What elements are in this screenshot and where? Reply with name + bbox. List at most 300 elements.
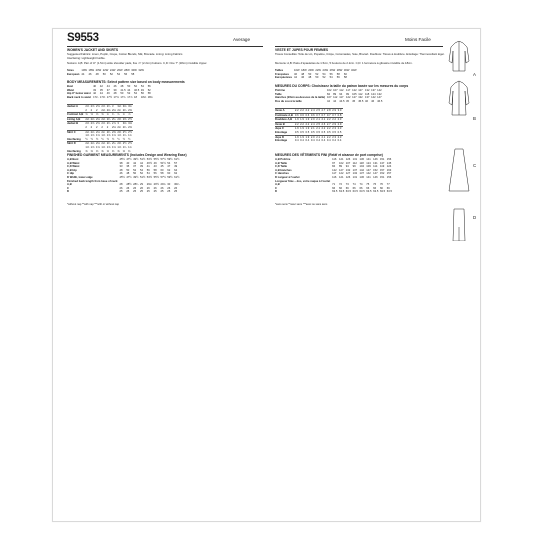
table-cell: 46 bbox=[113, 85, 117, 88]
table-cell: 2.5 bbox=[316, 122, 320, 126]
table-cell: 142 bbox=[371, 96, 376, 100]
table-cell: 2.3 bbox=[332, 135, 336, 139]
table-cell: 17¼ bbox=[93, 95, 99, 99]
table-cell: 3¼ bbox=[128, 105, 132, 108]
table-cell: 1⅝ bbox=[101, 134, 106, 138]
table-cell: 66 bbox=[373, 186, 377, 190]
table-cell: 124 bbox=[371, 92, 376, 96]
table-cell: 1.9 bbox=[300, 127, 304, 131]
view-label-d: D bbox=[473, 215, 477, 220]
table-cell: 0.5 bbox=[332, 130, 336, 134]
table-cell: 56 bbox=[153, 172, 157, 176]
table-cell: 0.5 bbox=[294, 130, 299, 134]
table-cell: 121 bbox=[338, 158, 344, 161]
table-cell: 0.6 bbox=[305, 113, 310, 117]
table-cell: 152 bbox=[373, 168, 378, 172]
table-cell: 1⅝ bbox=[106, 134, 111, 138]
row-label: Poitrine bbox=[275, 89, 286, 92]
size-table bbox=[67, 69, 146, 76]
table-cell: 2⅛ bbox=[101, 108, 106, 112]
body-measurements-title: BODY MEASUREMENTS: Select pattern size based on body measurements bbox=[67, 80, 185, 84]
table-cell: 137 bbox=[379, 161, 385, 165]
table-cell: 25 bbox=[133, 190, 137, 194]
table-cell: 58 bbox=[160, 172, 164, 176]
table-cell: 18W bbox=[301, 69, 307, 72]
garment-line-drawings bbox=[445, 41, 473, 241]
table-cell: 2 bbox=[85, 125, 87, 129]
table-cell: 25 bbox=[119, 190, 123, 194]
table-cell: 2¾ bbox=[106, 105, 111, 108]
table-cell: 3⅛ bbox=[128, 122, 132, 126]
table-cell: 57½ bbox=[160, 175, 166, 179]
table-cell: 48 bbox=[120, 85, 124, 88]
table-cell: 1⅝ bbox=[117, 134, 122, 138]
table-cell: 42 bbox=[133, 161, 137, 165]
table-cell: 136 bbox=[359, 158, 364, 161]
table-cell: 2⅝ bbox=[85, 105, 90, 108]
table-cell: 1⅝ bbox=[96, 134, 100, 138]
table-cell: 0.8 bbox=[337, 113, 342, 117]
table-cell: 33 bbox=[93, 88, 97, 92]
table-cell: 127 bbox=[358, 89, 363, 92]
table-cell: 0.4 bbox=[326, 139, 331, 143]
table-cell: 1⅝ bbox=[117, 145, 122, 149]
table-cell: 0.4 bbox=[294, 139, 299, 143]
table-cell: 46 bbox=[365, 99, 369, 103]
table-cell: ½ bbox=[117, 137, 120, 141]
body-measurements-table bbox=[67, 85, 155, 99]
table-cell: 39 bbox=[139, 165, 143, 169]
table-cell: 2.0 bbox=[310, 118, 315, 122]
table-cell: 29 bbox=[139, 183, 143, 187]
table-cell: 2⅛ bbox=[85, 117, 90, 121]
table-cell: 2¼ bbox=[117, 108, 122, 112]
table-cell: 122 bbox=[352, 89, 357, 92]
table-cell: 94 bbox=[339, 92, 343, 96]
table-row bbox=[275, 139, 343, 143]
table-cell: 2 bbox=[90, 108, 93, 112]
table-cell: 2.1 bbox=[316, 118, 320, 122]
table-cell: 2¼ bbox=[112, 117, 116, 121]
table-cell: 107 bbox=[345, 161, 351, 165]
table-cell: 2⅜ bbox=[117, 117, 122, 121]
table-cell: 63.5 bbox=[338, 190, 345, 194]
table-cell: 41.5 bbox=[120, 88, 126, 92]
table-cell: 63.5 bbox=[373, 190, 379, 194]
table-cell: ⅜ bbox=[106, 149, 109, 153]
table-cell: 58 bbox=[147, 92, 151, 96]
finished-measurements-title-fr: MESURES DES VÊTEMENTS FINI (Relâf et aisance de port comprise) bbox=[275, 153, 383, 157]
table-cell: 54 bbox=[167, 161, 171, 165]
row-label: Back neck to waist bbox=[67, 95, 92, 99]
table-cell: 104 bbox=[359, 165, 364, 169]
table-row bbox=[275, 113, 343, 118]
table-cell: 2⅛ bbox=[90, 117, 95, 121]
row-label: A,B bbox=[67, 183, 72, 187]
table-cell: 71 bbox=[332, 183, 336, 187]
suggested-fabrics-fr: Tissus Conseillés: Toile de Lin, Popeline, Crêpe, Cotonnades, Soie, Brocart. Doublure: Tissus à doublure. Entoilage: Thermocollant léger. bbox=[275, 52, 445, 56]
table-cell: 49½ bbox=[133, 158, 139, 161]
table-cell: 94 bbox=[345, 165, 349, 169]
table-cell: 26W bbox=[117, 69, 123, 72]
table-cell: 0.5 bbox=[326, 130, 331, 134]
table-cell: 32W bbox=[351, 69, 357, 72]
table-cell: 26 bbox=[153, 186, 157, 190]
table-cell: 52 bbox=[322, 76, 326, 80]
table-cell: 58 bbox=[336, 72, 340, 76]
table-cell: ½ bbox=[106, 137, 109, 141]
table-cell: 48 bbox=[301, 72, 305, 76]
table-cell: 0.4 bbox=[310, 139, 315, 143]
row-label: Jupe C bbox=[275, 127, 295, 131]
table-cell: 131 bbox=[373, 161, 378, 165]
table-cell: 152 bbox=[379, 172, 385, 176]
table-cell: 2⅝ bbox=[90, 122, 95, 126]
table-cell: 52 bbox=[134, 85, 138, 88]
table-cell: 17½ bbox=[106, 95, 112, 99]
row-label: Taille bbox=[275, 92, 282, 96]
row-label: Veste A bbox=[275, 109, 295, 114]
table-cell: 122 bbox=[346, 96, 351, 100]
view-label-b: B bbox=[473, 116, 476, 121]
table-cell: 45½ bbox=[119, 175, 125, 179]
table-cell: 46.5 bbox=[377, 99, 383, 103]
table-cell: 2.1 bbox=[321, 135, 326, 139]
table-cell: 74 bbox=[359, 183, 363, 187]
table-cell: 42 bbox=[99, 85, 103, 88]
table-cell: 137 bbox=[352, 168, 358, 172]
row-label: Françaises bbox=[275, 72, 290, 76]
table-cell: 132 bbox=[352, 172, 358, 176]
table-row bbox=[275, 118, 343, 123]
table-cell: 0.4 bbox=[321, 139, 326, 143]
table-cell: 132 bbox=[377, 92, 382, 96]
table-cell: 1⅝ bbox=[90, 134, 95, 138]
table-cell: ⅜ bbox=[96, 149, 99, 153]
table-cell: 2½ bbox=[128, 117, 132, 121]
table-cell: 50 bbox=[308, 72, 312, 76]
table-cell: 2 bbox=[96, 108, 98, 112]
table-cell: 50 bbox=[126, 168, 130, 172]
pattern-envelope-back bbox=[52, 28, 481, 522]
table-cell: 75 bbox=[366, 183, 370, 187]
nap-footnote: *without nap **with nap ***with or without nap bbox=[67, 203, 120, 206]
table-cell: 118 bbox=[359, 161, 364, 165]
view-drawings bbox=[451, 29, 479, 521]
table-cell: 25 bbox=[167, 190, 171, 194]
table-cell: 52 bbox=[147, 88, 151, 92]
pattern-number: S9553 bbox=[67, 32, 99, 44]
table-cell: 2.2 bbox=[300, 109, 304, 112]
table-cell: 2⅜ bbox=[122, 117, 127, 121]
table-cell: 97 bbox=[332, 161, 336, 165]
table-cell: 0.7 bbox=[321, 113, 326, 117]
row-label: Interfacing bbox=[67, 137, 81, 141]
table-cell: 51½ bbox=[139, 175, 146, 179]
table-cell: 1¾ bbox=[128, 145, 132, 149]
table-cell: 2 bbox=[106, 125, 109, 129]
table-cell: 2⅝ bbox=[96, 122, 100, 126]
table-cell: 2¾ bbox=[106, 122, 111, 126]
table-cell: 2⅛ bbox=[96, 117, 100, 121]
table-cell: 2.2 bbox=[326, 127, 331, 131]
table-cell: 1¾ bbox=[122, 145, 127, 149]
suggested-fabrics: Suggested Fabrics: Linen, Poplin, Crepe, Cotton Blends, Silk, Brocade. Lining: Lining Fabrics bbox=[67, 52, 183, 56]
table-cell: 0.4 bbox=[332, 139, 336, 143]
table-cell: 163 bbox=[386, 168, 392, 172]
table-cell: ⅜ bbox=[101, 149, 104, 153]
row-label: Bust bbox=[67, 85, 73, 88]
table-cell: 2¼ bbox=[106, 142, 111, 146]
table-cell: 37 bbox=[133, 165, 137, 169]
table-cell: 137 bbox=[359, 172, 364, 176]
table-cell: 127 bbox=[345, 172, 351, 176]
table-cell: 26 bbox=[119, 186, 123, 190]
table-cell: 151 bbox=[379, 175, 385, 179]
table-cell: 2⅛ bbox=[96, 142, 100, 146]
table-cell: 48 bbox=[126, 172, 130, 176]
table-cell: 44 bbox=[294, 76, 298, 80]
table-row bbox=[275, 190, 394, 194]
table-cell: 18 bbox=[134, 95, 138, 99]
table-cell: 2½ bbox=[128, 142, 132, 146]
table-cell: ½ bbox=[90, 137, 93, 141]
table-cell: 49 bbox=[140, 88, 144, 92]
table-cell: ½ bbox=[122, 137, 125, 141]
table-cell: 52 bbox=[133, 168, 137, 172]
body-measurements-title-fr: MESURES DU CORPS: Choisissez la taille du patron basée sur les mesures du corps bbox=[275, 84, 409, 88]
table-cell: 2.2 bbox=[332, 118, 336, 122]
table-cell: 107 bbox=[333, 89, 338, 92]
table-row bbox=[67, 73, 146, 77]
table-cell: 77 bbox=[386, 183, 390, 187]
table-cell: 2¼ bbox=[106, 117, 111, 121]
table-cell: 2½ bbox=[122, 142, 127, 146]
garment-title-fr: VESTE ET JUPES POUR FEMMES bbox=[275, 47, 329, 52]
table-cell: 56 bbox=[124, 72, 128, 76]
table-cell: 29¼ bbox=[146, 183, 153, 187]
table-cell: 109 bbox=[366, 165, 371, 169]
table-cell: 84 bbox=[327, 92, 331, 96]
table-cell: 54 bbox=[140, 85, 144, 88]
table-cell: 0.6 bbox=[300, 113, 304, 117]
table-cell: 17⅜ bbox=[99, 95, 106, 99]
table-cell: 2.1 bbox=[316, 135, 320, 139]
table-cell: 2⅝ bbox=[85, 122, 90, 126]
table-cell: 2.2 bbox=[294, 122, 299, 126]
table-cell: 119 bbox=[379, 165, 385, 169]
row-label: Lining A,B bbox=[67, 117, 85, 122]
table-cell: 137 bbox=[371, 89, 376, 92]
table-cell: 2⅛ bbox=[106, 108, 111, 112]
table-cell: 66 bbox=[379, 186, 383, 190]
table-cell: 30 bbox=[167, 183, 171, 187]
table-cell: 18¼ bbox=[147, 95, 153, 99]
table-cell: 2⅜ bbox=[128, 125, 132, 129]
table-cell: 147 bbox=[366, 168, 371, 172]
table-cell: 117 bbox=[339, 96, 344, 100]
garment-title: WOMEN'S JACKET AND SKIRTS bbox=[67, 47, 119, 52]
table-cell: 29½ bbox=[153, 183, 159, 187]
table-cell: 2.7 bbox=[321, 109, 326, 112]
notions-fr: Mercerie: A,B: Paire d'épaulettes de 1.5cm, 5 boutons de 2.2cm. C,D: 1 fermeture à glissière invisible de 18cm. bbox=[275, 61, 413, 65]
table-cell: 1.9 bbox=[294, 135, 299, 139]
table-cell: 58 bbox=[131, 72, 135, 76]
table-cell: 57½ bbox=[160, 158, 166, 161]
table-cell: ¾ bbox=[117, 113, 122, 118]
table-cell: 147 bbox=[377, 96, 382, 100]
table-cell: 127 bbox=[338, 168, 344, 172]
table-cell: 26 bbox=[126, 186, 130, 190]
table-cell: 25 bbox=[139, 190, 143, 194]
table-cell: 1.9 bbox=[300, 135, 304, 139]
table-cell: 1⅝ bbox=[101, 145, 106, 149]
header-rule-fr bbox=[275, 46, 443, 47]
table-cell: 25 bbox=[146, 190, 150, 194]
table-cell: 25 bbox=[126, 190, 130, 194]
table-cell: 44 bbox=[139, 161, 143, 165]
table-cell: 1⅝ bbox=[106, 145, 111, 149]
table-cell: 42 bbox=[93, 92, 97, 96]
table-cell: 28¾ bbox=[133, 183, 139, 187]
table-cell: 55½ bbox=[153, 175, 159, 179]
row-label: D bbox=[275, 190, 277, 194]
table-cell: 28W bbox=[336, 69, 343, 72]
table-cell: 54 bbox=[117, 72, 121, 76]
table-cell: 3⅛ bbox=[122, 122, 127, 126]
table-cell: 46 bbox=[88, 72, 92, 76]
table-cell: 44 bbox=[127, 88, 131, 92]
table-cell: 55½ bbox=[153, 158, 159, 161]
table-cell: 132 bbox=[345, 168, 351, 172]
table-cell: 136 bbox=[359, 175, 364, 179]
table-cell: 52 bbox=[109, 72, 113, 76]
table-cell: 84 bbox=[332, 165, 336, 169]
table-cell: 3⅛ bbox=[122, 105, 127, 108]
table-cell: 2.2 bbox=[294, 109, 299, 112]
table-cell: 28½ bbox=[126, 183, 132, 187]
table-cell: 25 bbox=[153, 190, 157, 194]
table-row bbox=[275, 100, 384, 104]
row-label: Skirt D bbox=[67, 142, 85, 146]
table-cell: 2.5 bbox=[316, 109, 320, 112]
table-cell: 0.7 bbox=[316, 113, 320, 117]
table-cell: 117 bbox=[332, 172, 337, 176]
table-cell: 2⅜ bbox=[117, 142, 122, 146]
table-cell: 0.4 bbox=[300, 139, 304, 143]
table-row bbox=[275, 131, 343, 135]
view-c-skirt bbox=[449, 149, 469, 191]
table-cell: 117 bbox=[346, 89, 351, 92]
table-cell: 45½ bbox=[119, 158, 125, 161]
table-cell: 26 bbox=[146, 186, 150, 190]
table-cell: 141 bbox=[366, 158, 371, 161]
table-cell: ⅝ bbox=[91, 113, 96, 118]
table-cell: 2.1 bbox=[310, 127, 315, 131]
table-cell: 60 bbox=[167, 172, 171, 176]
table-cell: 1.9 bbox=[305, 118, 310, 122]
table-cell: 46 bbox=[371, 99, 375, 103]
table-cell: 0.5 bbox=[316, 130, 320, 134]
row-label: Interfacing bbox=[67, 149, 81, 153]
row-label: Doublure A,B bbox=[275, 118, 295, 123]
table-cell: 2⅝ bbox=[96, 105, 100, 108]
table-cell: 45 bbox=[352, 99, 356, 103]
row-label: Longueur finie – dos, votre nuque à l'ourlet bbox=[275, 179, 331, 183]
table-cell: 147 bbox=[373, 172, 378, 176]
table-cell: 32W bbox=[138, 69, 144, 72]
table-cell: 2 bbox=[85, 108, 87, 112]
row-label: Dos du cou à la taille bbox=[275, 99, 302, 103]
table-cell: 45.5 bbox=[358, 99, 364, 103]
table-cell: 116 bbox=[332, 158, 337, 161]
table-cell: 121 bbox=[338, 175, 344, 179]
table-cell: 54 bbox=[146, 172, 150, 176]
table-cell: 73 bbox=[345, 183, 349, 187]
table-cell: 60 bbox=[343, 72, 347, 76]
table-cell: 51½ bbox=[139, 158, 146, 161]
table-cell: 2.7 bbox=[326, 122, 331, 126]
table-cell: 40 bbox=[93, 85, 97, 88]
table-cell: ½ bbox=[128, 137, 131, 141]
table-cell: 0.6 bbox=[310, 113, 315, 117]
table-cell: 2.2 bbox=[300, 122, 304, 126]
table-cell: 0.7 bbox=[332, 113, 336, 117]
row-label: Hanches (23cm au-dessous de la taille) bbox=[275, 96, 326, 100]
table-cell: 46.5 bbox=[134, 88, 140, 92]
table-cell: 66 bbox=[332, 186, 336, 190]
table-cell: 3 bbox=[112, 105, 117, 109]
table-cell: 132 bbox=[358, 96, 363, 100]
table-cell: 2⅛ bbox=[101, 117, 106, 121]
table-cell: 156 bbox=[386, 158, 392, 161]
table-cell: 61½ bbox=[174, 175, 180, 179]
table-cell: 2½ bbox=[122, 130, 127, 134]
table-cell: 51½ bbox=[160, 161, 166, 165]
table-cell: 41 bbox=[146, 165, 150, 169]
table-cell: 3⅛ bbox=[117, 105, 122, 108]
table-cell: 0.5 bbox=[305, 130, 310, 134]
table-cell: 18⅛ bbox=[140, 95, 147, 99]
table-cell: 126 bbox=[345, 175, 351, 179]
table-cell: ⅜ bbox=[117, 149, 120, 153]
table-cell: 44 bbox=[327, 99, 331, 103]
table-cell: 1.9 bbox=[305, 127, 310, 131]
table-cell: 66 bbox=[338, 186, 342, 190]
finished-measurements-title: FINISHED GARMENT MEASUREMENTS (Includes Design and Wearing Ease) bbox=[67, 153, 187, 157]
table-cell: ½ bbox=[85, 137, 88, 141]
table-cell: 1¾ bbox=[122, 134, 127, 138]
table-cell: 142 bbox=[366, 172, 371, 176]
table-cell: ⅝ bbox=[96, 113, 101, 118]
table-cell: 62 bbox=[174, 172, 178, 176]
table-cell: 112 bbox=[358, 92, 363, 96]
table-cell: 20W bbox=[95, 69, 102, 72]
difficulty-level-fr: Moins Facile bbox=[405, 37, 431, 42]
table-cell: 48 bbox=[113, 92, 117, 96]
row-label: C Hip bbox=[67, 172, 75, 176]
table-cell: 1⅝ bbox=[85, 145, 90, 149]
table-cell: 2¼ bbox=[122, 108, 127, 112]
table-cell: 146 bbox=[373, 175, 378, 179]
row-label: C,D Taille bbox=[275, 165, 288, 169]
table-cell: 30¼ bbox=[174, 183, 180, 187]
table-cell: 2.3 bbox=[337, 135, 342, 139]
table-cell: 46 bbox=[106, 92, 110, 96]
table-cell: 28W bbox=[124, 69, 130, 72]
row-label: C bbox=[67, 186, 69, 190]
table-cell: 66 bbox=[352, 186, 356, 190]
